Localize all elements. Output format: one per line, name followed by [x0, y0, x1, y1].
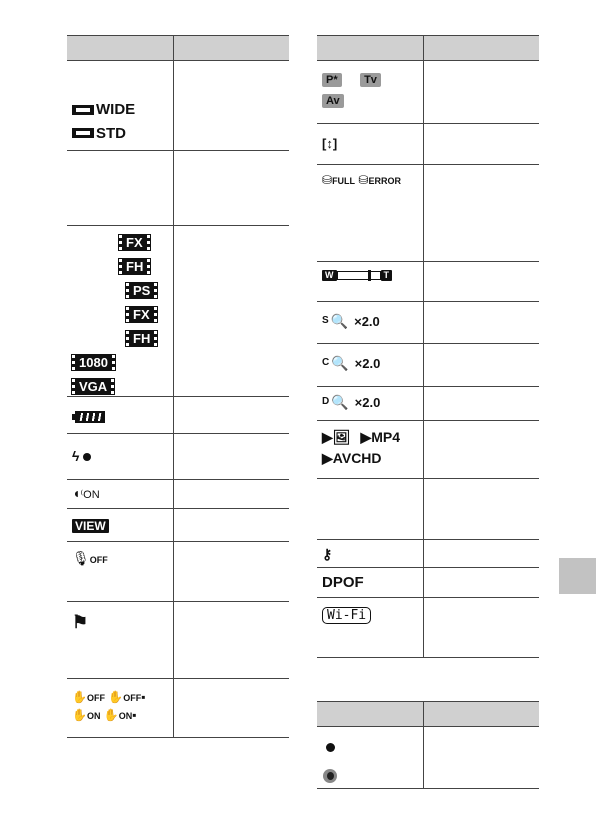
clear-zoom-cell	[317, 344, 423, 387]
wifi-cell	[317, 598, 423, 658]
view-mode-cell	[317, 421, 423, 479]
view-mode-icons	[322, 429, 423, 446]
header-desc-col	[423, 36, 539, 61]
std-aspect-icon: STD	[72, 126, 126, 141]
rec-fh-icon: FH	[119, 259, 150, 274]
flash-cell	[67, 434, 173, 480]
left-icon-table	[67, 35, 289, 738]
zoom-bar-icon: W T	[322, 270, 423, 281]
blank-cell	[317, 479, 423, 540]
record-standby-icon	[323, 769, 423, 788]
record-cell	[317, 727, 423, 789]
video-light-icon: ◖⁽ON	[72, 485, 100, 501]
smart-zoom-cell	[317, 302, 423, 344]
record-dot-icon	[326, 739, 423, 757]
steadyshot-cell	[67, 679, 173, 738]
zoom-bar-cell	[317, 262, 423, 302]
light-cell	[67, 480, 173, 509]
digital-zoom-cell	[317, 387, 423, 421]
protect-key-icon: ⚷	[322, 546, 333, 562]
rec-ps-icon: PS	[126, 283, 157, 298]
rec-vga-icon: VGA	[72, 379, 114, 394]
mode-tv-icon: Tv	[360, 73, 381, 87]
wifi-icon: Wi-Fi	[322, 607, 371, 624]
mic-cell	[67, 542, 173, 602]
mode-av-icon: Av	[322, 94, 344, 108]
database-icons	[322, 173, 423, 187]
mp4-view-icon: ▶MP4	[360, 429, 401, 445]
dpof-cell	[317, 568, 423, 598]
flag-cell	[67, 602, 173, 679]
steadyshot-off-icons	[72, 690, 173, 704]
steadyshot-on-icon: ✋ON	[72, 708, 101, 722]
vertical-shoot-icon: [↕]	[322, 136, 338, 151]
protect-cell	[317, 540, 423, 568]
avchd-view-icon: ▶AVCHD	[322, 450, 382, 466]
blank-cell	[67, 151, 173, 226]
clear-zoom-icon: C 🔍 ×2.0	[322, 355, 381, 371]
flash-charge-icon: ϟ	[72, 448, 173, 464]
aspect-cell	[67, 61, 173, 151]
battery-icon	[72, 408, 173, 426]
header-icon-col	[317, 36, 423, 61]
shooting-mode-cell	[317, 61, 423, 124]
view-icon: VIEW	[72, 519, 109, 533]
steadyshot-off-icon: ✋OFF	[72, 690, 105, 704]
steadyshot-off-active-icon: ✋OFF▪	[108, 690, 146, 704]
recording-mode-cell	[67, 226, 173, 397]
header-desc-col	[423, 702, 539, 727]
wide-aspect-icon: WIDE	[72, 102, 135, 117]
header-desc-col	[173, 36, 289, 61]
right-icon-table	[317, 35, 539, 658]
steadyshot-on-icons	[72, 708, 173, 722]
rec-fx2-icon: FX	[126, 307, 157, 322]
database-error-icon: ⛁ERROR	[358, 173, 401, 187]
steadyshot-on-active-icon: ✋ON▪	[103, 708, 137, 722]
rec-fh2-icon: FH	[126, 331, 157, 346]
database-full-icon: ⛁FULL	[322, 173, 356, 187]
smart-zoom-icon: S 🔍 ×2.0	[322, 313, 380, 329]
view-cell	[67, 509, 173, 542]
header-icon-col	[67, 36, 173, 61]
dpof-icon: DPOF	[322, 574, 364, 591]
flag-icon: ⚑	[72, 612, 89, 632]
mode-p-icon: P*	[322, 73, 342, 87]
rec-1080-icon: 1080	[72, 355, 115, 370]
digital-zoom-icon: D 🔍 ×2.0	[322, 394, 381, 410]
section-side-tab	[559, 558, 596, 594]
rec-fx-icon: FX	[119, 235, 150, 250]
bracket-cell	[317, 124, 423, 165]
bottom-right-table	[317, 701, 539, 789]
still-view-icon: ▶🖼	[322, 429, 351, 445]
battery-cell	[67, 397, 173, 434]
database-cell	[317, 165, 423, 262]
mic-off-icon: 🎙OFF	[72, 550, 108, 566]
header-icon-col	[317, 702, 423, 727]
